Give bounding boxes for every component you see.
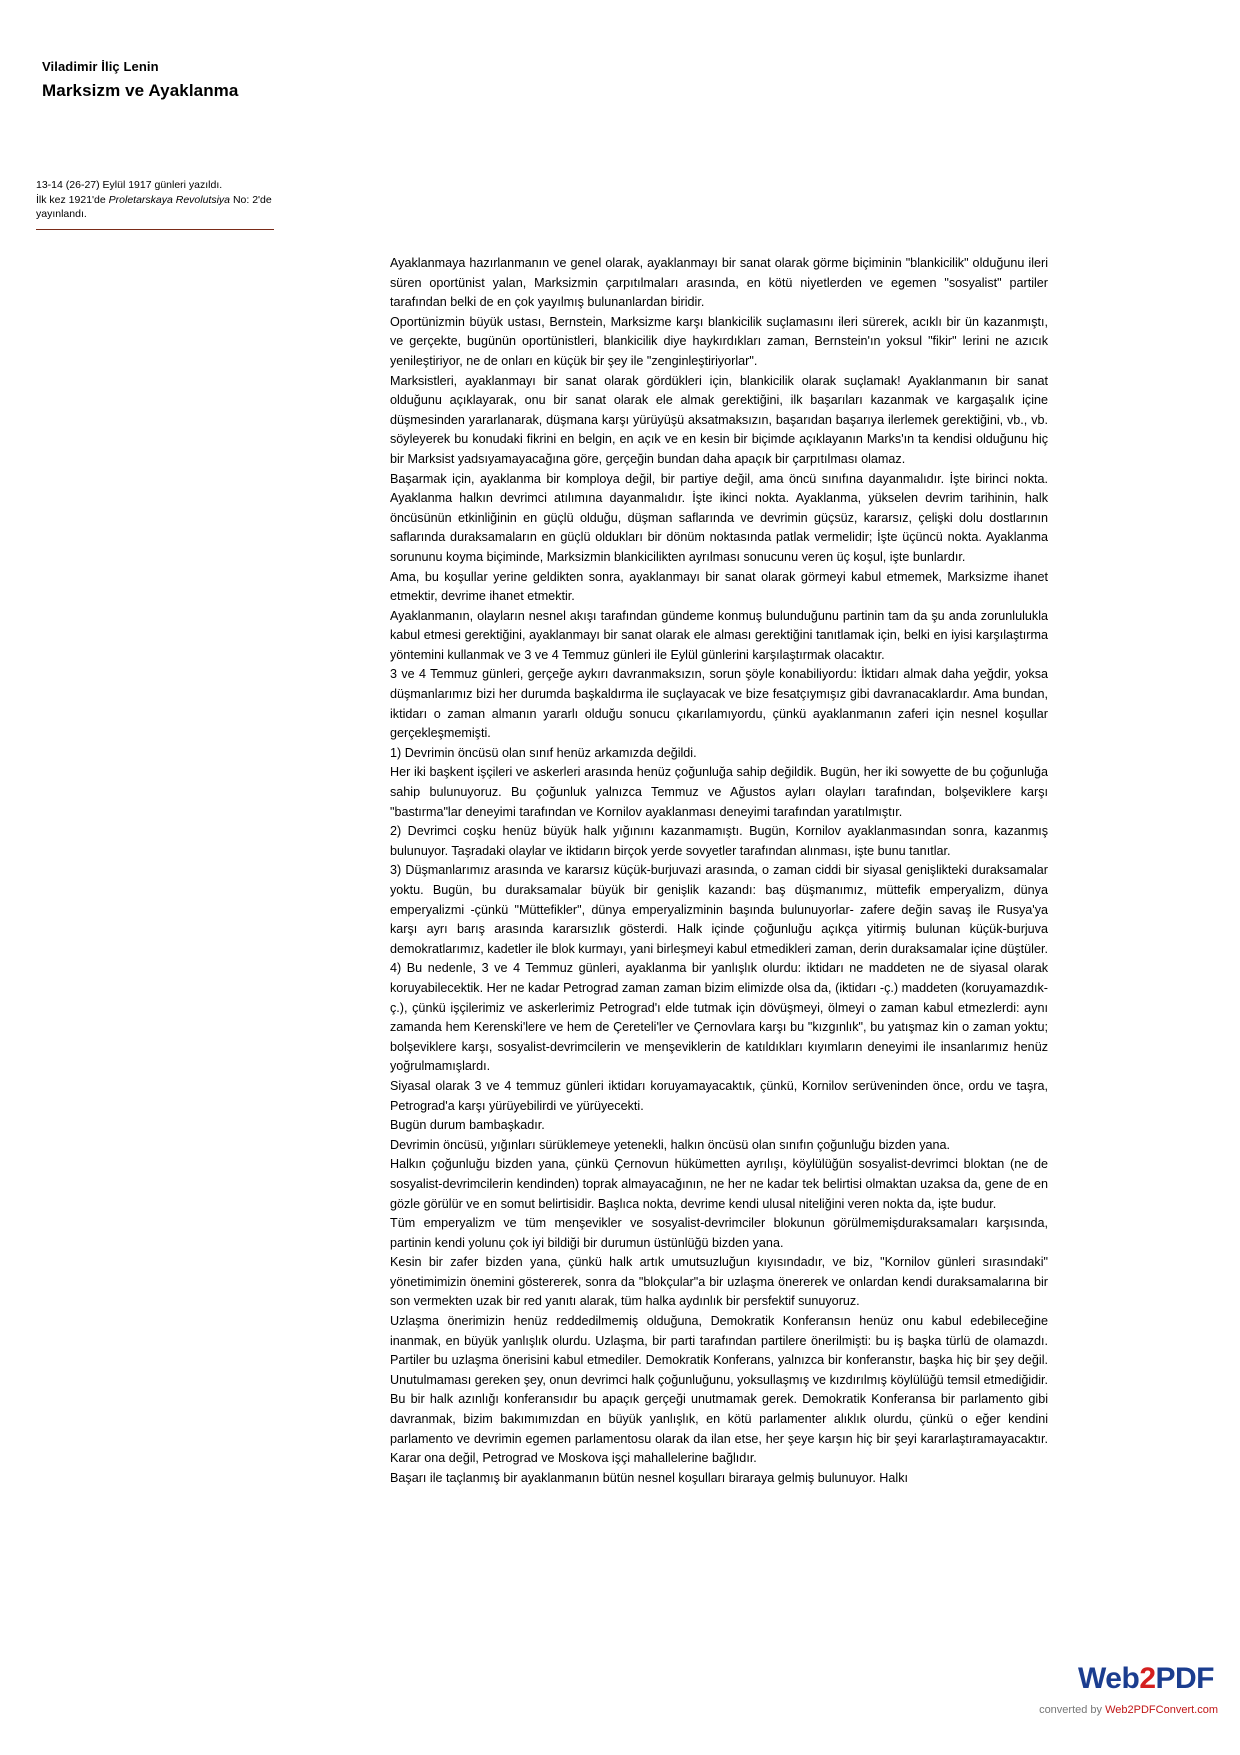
publication-meta [36, 178, 286, 222]
body-paragraph: Devrimin öncüsü, yığınları sürüklemeye yetenekli, halkın öncüsü olan sınıfın çoğunluğu bizden yana. [390, 1137, 951, 1152]
converted-by-line [898, 1704, 1218, 1716]
body-paragraph: Marksistleri, ayaklanmayı bir sanat olarak gördükleri için, blankicilik olarak suçlamak! Ayaklanmanın bir sanat olduğunu açıklayarak, onu bir sanat olarak ele almak gerektiğini, ilk başarıları kazanmak ve kargaşalık içine düşmesinden yararlanarak, düşmana karşı yürüyüşü aksatmaksızın, başarıdan başarıya ilerlemek gerektiğini, vb., vb. söyleyerek bu konudaki fikrini en belgin, en açık ve en kesin bir biçimde açıklayanın Marks'ın ta kendisi olduğunu hiç bir Marksist yadsıyamayacağına göre, gerçeğin bundan daha apaçık bir çarpıtılması olamaz. [390, 373, 1048, 466]
body-paragraph: 3 ve 4 Temmuz günleri, gerçeğe aykırı davranmaksızın, sorun şöyle konabiliyordu: İktidarı almak daha yeğdir, yoksa düşmanlarımız bizi her durumda başkaldırma ile suçlayacak ve bize fesatçıymışız gibi davranacaklardır. Ama bundan, iktidarı o zaman almanın yararlı olduğu sonucu çıkarılamıyordu, çünkü ayaklanmanın zaferi için nesnel koşullar gerçekleşmemişti. [390, 667, 1048, 741]
meta-divider [36, 229, 274, 230]
body-paragraph: Tüm emperyalizm ve tüm menşevikler ve sosyalist-devrimciler blokunun görülmemişduraksamaları karşısında, partinin kendi yolunu çok iyi bildiği bir durumun üstünlüğü bizden yana. [390, 1216, 1048, 1250]
web2pdf-watermark [898, 1660, 1218, 1716]
body-paragraph: Başarı ile taçlanmış bir ayaklanmanın bütün nesnel koşulları biraraya gelmiş bulunuyor. Halkı [390, 1470, 909, 1485]
converted-by-label: converted by [1039, 1704, 1106, 1716]
meta-line-publication [36, 193, 286, 208]
meta-line-date: 13-14 (26-27) Eylül 1917 günleri yazıldı. [36, 179, 223, 191]
page-title: Marksizm ve Ayaklanma [42, 81, 239, 100]
body-paragraph: Ayaklanmaya hazırlanmanın ve genel olarak, ayaklanmayı bir sanat olarak görme biçiminin "blankicilik" olduğunu ileri süren oportünist yalan, Marksizmin çarpıtılmaları arasında, en kötü niyetlerden ve egemen "sosyalist" partiler tarafından belki de en çok yayılmış bulunanlardan biridir. [390, 256, 1048, 310]
document-body [390, 254, 1048, 1488]
body-paragraph: Halkın çoğunluğu bizden yana, çünkü Çernovun hükümetten ayrılışı, köylülüğün sosyalist-devrimci bloktan (ne de sosyalist-devrimcilerin kendinden) toprak almayacağının, ne her ne kadar tek belirtisi olmaktan uzaksa da, gene de en gözle görülür ve en somut belirtisidir. Başlıca nokta, devrime kendi ulusal niteliğini veren nokta da, işte budur. [390, 1157, 1048, 1211]
body-paragraph: Başarmak için, ayaklanma bir komploya değil, bir partiye değil, ama öncü sınıfına dayanmalıdır. İşte birinci nokta. Ayaklanma halkın devrimci atılımına dayanmalıdır. İşte ikinci nokta. Ayaklanma, yükselen devrim tarihinin, halk öncüsünün etkinliğinin en güçlü olduğu, düşman saflarında ve devrimin güçsüz, kararsız, çelişki dolu dostlarının saflarında duraksamaların en güçlü oldukları bir dönüm noktasında patlak vermelidir; İşte üçüncü nokta. Ayaklanma sorununu koyma biçiminde, Marksizmin blankicilikten ayrılması sonucunu veren üç koşul, işte bunlardır. [390, 471, 1048, 564]
body-paragraph-list-item: 2) Devrimci coşku henüz büyük halk yığınını kazanmamıştı. Bugün, Kornilov ayaklanmasından sonra, kazanmış bulunuyor. Taşradaki olaylar ve iktidarın birçok yerde sovyetler tarafından alınması, işte bunu tanıtlar. [390, 824, 1048, 858]
body-paragraph: Ama, bu koşullar yerine geldikten sonra, ayaklanmayı bir sanat olarak görmeyi kabul etmemek, Marksizme ihanet etmektir, devrime ihanet etmektir. [390, 569, 1048, 604]
body-paragraph: Ayaklanmanın, olayların nesnel akışı tarafından gündeme konmuş bulunduğunu partinin tam da şu anda zorunlulukla kabul etmesi gerektiğini, ayaklanmayı bir sanat olarak ele alması gerektiğini tanıtlamak için, belki en iyisi karşılaştırma yöntemini kullanmak ve 3 ve 4 Temmuz günleri ile Eylül günlerini karşılaştırmak olacaktır. [390, 608, 1048, 662]
document-author: Viladimir İliç Lenin [42, 59, 159, 74]
body-paragraph: Bugün durum bambaşkadır. [390, 1118, 545, 1133]
brand-logo [1068, 1660, 1218, 1700]
web2pdfconvert-link[interactable]: Web2PDFConvert.com [1105, 1704, 1218, 1716]
meta-line-published: yayınlandı. [36, 208, 87, 220]
body-paragraph: Uzlaşma önerimizin henüz reddedilmemiş olduğuna, Demokratik Konferansın henüz onu kabul edebileceğine inanmak, en büyük yanlışlık olurdu. Uzlaşma, bir parti tarafından partilere önerilmişti: bu iş başka türlü de olamazdı. Partiler bu uzlaşma önerisini kabul etmediler. Demokratik Konferans, yalnızca bir konferanstır, başka hiç bir şey değil. Unutulmaması gereken şey, onun devrimci halk çoğunluğunu, yoksullaşmış ve kızdırılmış köylülüğü temsil etmediğidir. Bu bir halk azınlığı konferansıdır bu apaçık gerçeği unutmamak gerek. Demokratik Konferansa bir parlamento gibi davranmak, bizim bakımımızdan en büyük yanlışlık, en kötü parlamenter alıklık olurdu, çünkü o eğer kendini parlamento ve devrimin egemen parlamentosu olarak da ilan etse, her şeye karşın hiç bir şeyi kararlaştıramayacaktır. Karar ona değil, Petrograd ve Moskova işçi mahallelerine bağlıdır. [390, 1314, 1048, 1466]
meta-journal-name: Proletarskaya Revolutsiya [108, 193, 231, 206]
body-paragraph-list-item: 4) Bu nedenle, 3 ve 4 Temmuz günleri, ayaklanma bir yanlışlık olurdu: iktidarı ne maddeten ne de siyasal olarak koruyabilecektik. Her ne kadar Petrograd zaman zaman bizim elimizde olsa da, (iktidarı -ç.) maddeten (koruyamazdık-ç.), çünkü işçilerimiz ve askerlerimiz Petrograd'ı elde tutmak için dövüşmeyi, ölmeyi o zaman kabul etmezlerdi: aynı zamanda hem Kerenski'lere ve hem de Çereteli'ler ve Çernovlara karşı bu "kızgınlık", bu yatışmaz kin o zaman yoktu; bolşeviklere karşı, sosyalist-devrimcilerin ve menşeviklerin de katıldıkları kıyımların deneyimi ile insanlarımız henüz yoğrulmamışlardı. [390, 961, 1048, 1074]
meta-prefix: İlk kez 1921'de [36, 193, 109, 206]
body-paragraph: Siyasal olarak 3 ve 4 temmuz günleri iktidarı koruyamayacaktık, çünkü, Kornilov serüveninden önce, ordu ve taşra, Petrograd'a karşı yürüyebilirdi ve yürüyecekti. [390, 1078, 1048, 1113]
brand-pdf-text: PDF [1155, 1662, 1214, 1695]
brand-web-text: Web [1078, 1662, 1140, 1695]
body-paragraph: Kesin bir zafer bizden yana, çünkü halk artık umutsuzluğun kıyısındadır, ve biz, "Kornilov günleri sırasındaki" yönetimimizin önemini göstererek, sonra da "blokçular"a bir uzlaşma önererek ve onlardan kendi duraksamalarına bir son vermekten uzak bir red yanıtı alarak, tüm halka aydınlık bir persfektif sunuyoruz. [390, 1255, 1048, 1309]
meta-suffix: No: 2'de [230, 193, 272, 206]
document-header [42, 58, 462, 101]
body-paragraph: Her iki başkent işçileri ve askerleri arasında henüz çoğunluğa sahip değildik. Bugün, her iki sowyette de bu çoğunluğa sahip bulunuyoruz. Bu çoğunluk yalnızca Temmuz ve Ağustos ayları olayları tarafından, bolşeviklere karşı "bastırma"lar deneyimi tarafından ve Kornilov ayaklanması deneyimi tarafından yaratılmıştır. [390, 765, 1048, 819]
body-paragraph-list-item: 3) Düşmanlarımız arasında ve kararsız küçük-burjuvazi arasında, o zaman ciddi bir siyasal genişlikteki duraksamalar yoktu. Bugün, bu duraksamalar büyük bir genişlik kazandı: baş düşmanımız, müttefik emperyalizm, dünya emperyalizmi -çünkü "Müttefikler", dünya emperyalizminin başında bulunuyorlar- zafere değin savaş ile Rusya'ya karşı ayrı barış arasında kararsızlık gösterdi. Halk içinde çoğunluğu açıkça yitirmiş bulunan küçük-burjuva demokratlarımız, kadetler ile blok kurmayı, yani birleşmeyi kabul etmedikleri zaman, derin duraksamalar içine düştüler. [390, 863, 1048, 956]
body-paragraph: Oportünizmin büyük ustası, Bernstein, Marksizme karşı blankicilik suçlamasını ileri sürerek, acıklı bir ün kazanmıştı, ve gerçekte, bugünün oportünistleri, blankicilik diye haykırdıkları zaman, Bernstein'ın yoksul "fikir" lerini ne azıcık yenileştiriyor, ne de onları en küçük bir şey ile "zenginleştiriyorlar". [390, 314, 1048, 368]
brand-two-text: 2 [1139, 1662, 1156, 1695]
body-paragraph-list-item: 1) Devrimin öncüsü olan sınıf henüz arkamızda değildi. [390, 745, 697, 760]
